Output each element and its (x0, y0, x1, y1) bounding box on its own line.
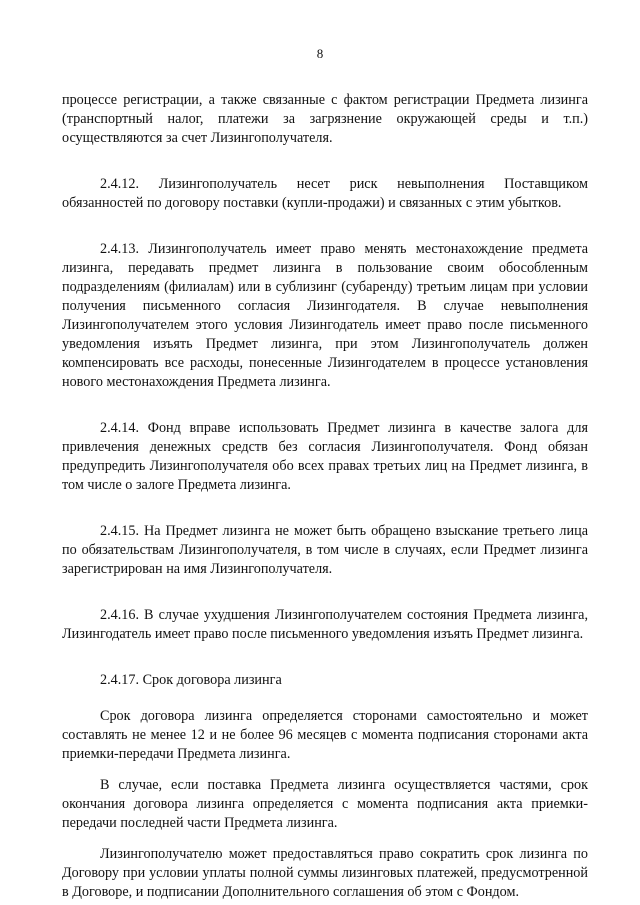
clause-2-4-16: 2.4.16. В случае ухудшения Лизингополучателем состояния Предмета лизинга, Лизингодатель имеет право после письменного уведомления изъять Предмет лизинга. (62, 607, 588, 642)
document-body (62, 91, 588, 902)
clause-2-4-14: 2.4.14. Фонд вправе использовать Предмет лизинга в качестве залога для привлечения денежных средств без согласия Лизингополучателя. Фонд обязан предупредить Лизингополучателя обо всех правах третьих лиц на Предмет лизинга, в том числе о залоге Предмета лизинга. (62, 420, 588, 493)
clause-2-4-17-partial-delivery: В случае, если поставка Предмета лизинга осуществляется частями, срок окончания договора лизинга определяется с момента подписания акта приемки-передачи последней части Предмета лизинга. (62, 777, 588, 831)
clause-2-4-12: 2.4.12. Лизингополучатель несет риск невыполнения Поставщиком обязанностей по договору поставки (купли-продажи) и связанных с этим убытков. (62, 176, 588, 211)
clause-2-4-15: 2.4.15. На Предмет лизинга не может быть обращено взыскание третьего лица по обязательствам Лизингополучателя, в том числе в случаях, если Предмет лизинга зарегистрирован на имя Лизингополучателя. (62, 523, 588, 577)
paragraph-continuation: процессе регистрации, а также связанные с фактом регистрации Предмета лизинга (транспортный налог, платежи за загрязнение окружающей среды и т.п.) осуществляются за счет Лизингополучателя. (62, 92, 588, 146)
clause-2-4-17-term: Срок договора лизинга определяется сторонами самостоятельно и может составлять не менее 12 и не более 96 месяцев с момента подписания сторонами акта приемки-передачи Предмета лизинга. (62, 708, 588, 762)
page-number: 8 (316, 46, 324, 61)
clause-2-4-17-heading: 2.4.17. Срок договора лизинга (100, 672, 282, 688)
clause-2-4-13: 2.4.13. Лизингополучатель имеет право менять местонахождение предмета лизинга, передавать предмет лизинга в пользование своим обособленным подразделениям (филиалам) или в сублизинг (субаренду) третьим лицам при условии получения письменного согласия Лизингодателя. В случае невыполнения Лизингополучателем этого условия Лизингодатель имеет право после письменного уведомления изъять Предмет лизинга, при этом Лизингополучатель должен компенсировать все расходы, понесенные Лизингодателем в процессе установления нового местонахождения Предмета лизинга. (62, 241, 588, 390)
clause-2-4-17-early-termination: Лизингополучателю может предоставляться право сократить срок лизинга по Договору при условии уплаты полной суммы лизинговых платежей, предусмотренной в Договоре, и подписании Дополнительного соглашения об этом с Фондом. (62, 846, 588, 900)
